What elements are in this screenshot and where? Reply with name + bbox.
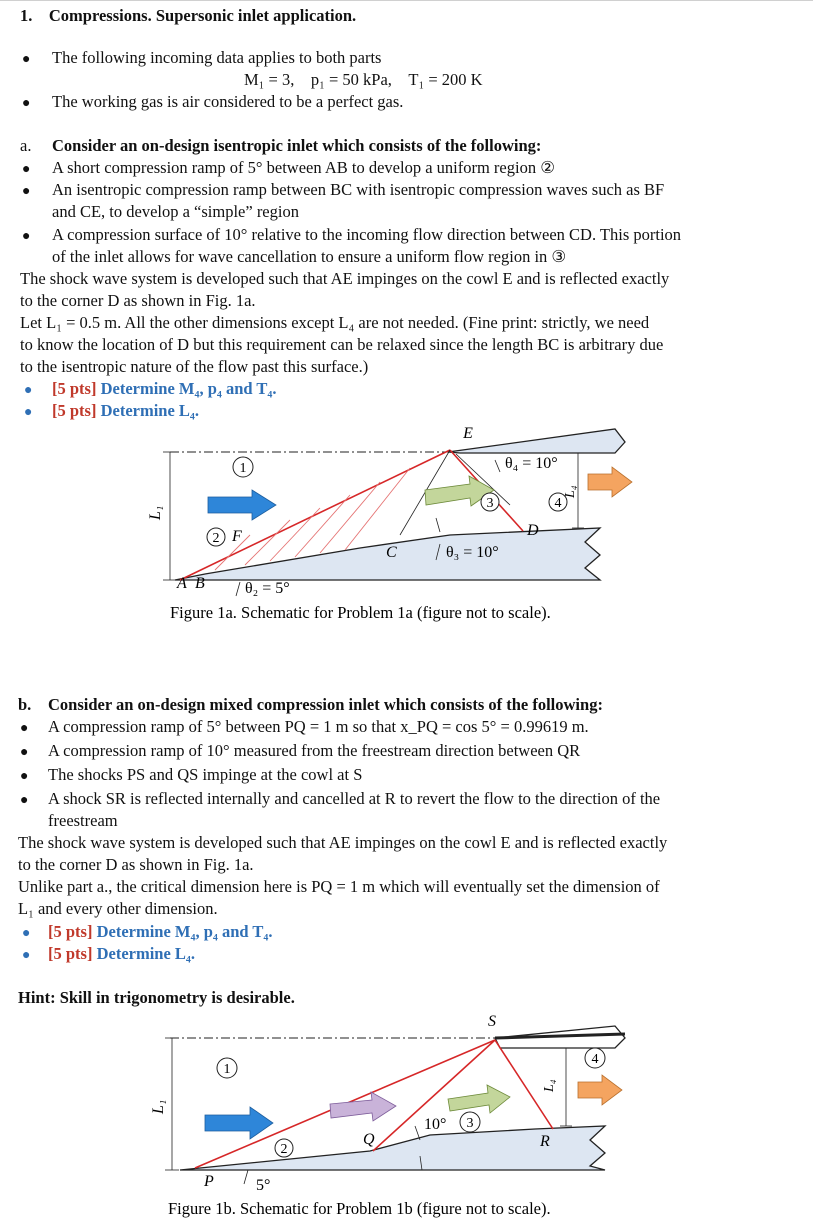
part-a-bullet-2a: An isentropic compression ramp between BC with isentropic compression waves such as BF bbox=[52, 180, 665, 199]
angle-10-label: 10° bbox=[424, 1116, 447, 1133]
bullet-icon: ● bbox=[20, 769, 29, 784]
part-a-para-4: to know the location of D but this requirement can be relaxed since the length BC is arbitrary due bbox=[20, 335, 664, 354]
problem-title: 1. Compressions. Supersonic inlet application. bbox=[20, 6, 357, 25]
freestream-arrow bbox=[208, 490, 276, 520]
part-b-para-3: Unlike part a., the critical dimension here is PQ = 1 m which will eventually set the dimension of bbox=[18, 877, 660, 896]
top-rule bbox=[0, 0, 813, 1]
figure-1b-caption: Figure 1b. Schematic for Problem 1b (figure not to scale). bbox=[168, 1199, 551, 1218]
figure-1b bbox=[0, 1008, 813, 1223]
region-2-label: 2 bbox=[280, 1142, 288, 1157]
part-a-bullet-2b: and CE, to develop a “simple” region bbox=[52, 202, 299, 221]
figure-1a bbox=[0, 420, 813, 625]
angle-5-label: 5° bbox=[256, 1177, 271, 1194]
part-a-para-5: to the isentropic nature of the flow past this surface.) bbox=[20, 357, 369, 376]
intro-line-2: The working gas is air considered to be a perfect gas. bbox=[52, 92, 404, 111]
point-q-label: Q bbox=[363, 1131, 375, 1148]
part-b-para-4: L₁ and every other dimension. bbox=[18, 899, 218, 918]
bullet-icon: ● bbox=[22, 52, 31, 67]
region-4-label: 4 bbox=[591, 1052, 599, 1067]
bullet-icon: ● bbox=[20, 721, 29, 736]
region-2-label: 2 bbox=[212, 531, 220, 546]
point-a-label: A bbox=[177, 575, 187, 592]
part-b-bullet-4a: A shock SR is reflected internally and cancelled at R to revert the flow to the direction of the bbox=[48, 789, 661, 808]
bullet-icon: ● bbox=[22, 926, 31, 941]
region-3-label: 3 bbox=[466, 1116, 474, 1131]
region-4-label: 4 bbox=[554, 496, 562, 511]
part-a-letter: a. bbox=[20, 136, 32, 155]
bullet-icon: ● bbox=[20, 793, 29, 808]
region4-arrow bbox=[588, 467, 632, 497]
part-b-question-2: [5 pts] Determine L₄. bbox=[48, 944, 196, 963]
point-f-label: F bbox=[232, 528, 242, 545]
point-c-label: C bbox=[386, 544, 397, 561]
part-b-heading: Consider an on-design mixed compression inlet which consists of the following: bbox=[48, 695, 603, 714]
bullet-icon: ● bbox=[22, 948, 31, 963]
bullet-icon: ● bbox=[22, 162, 31, 177]
point-p-label: P bbox=[204, 1173, 214, 1190]
part-b-letter: b. bbox=[18, 695, 32, 714]
part-a-bullet-3a: A compression surface of 10° relative to the incoming flow direction between CD. This portion bbox=[52, 225, 682, 244]
bullet-icon: ● bbox=[22, 96, 31, 111]
part-a-heading: Consider an on-design isentropic inlet which consists of the following: bbox=[52, 136, 542, 155]
bullet-icon: ● bbox=[20, 745, 29, 760]
l1-label: L₁ bbox=[150, 1099, 167, 1114]
part-b-para-2: to the corner D as shown in Fig. 1a. bbox=[18, 855, 254, 874]
bullet-icon: ● bbox=[24, 405, 33, 420]
part-a-para-3: Let L₁ = 0.5 m. All the other dimensions except L₄ are not needed. (Fine print: strictly, we need bbox=[20, 313, 650, 332]
point-r-label: R bbox=[540, 1133, 550, 1150]
part-a-question-2: [5 pts] Determine L₄. bbox=[52, 401, 200, 420]
bullet-icon: ● bbox=[24, 383, 33, 398]
intro-line-1: The following incoming data applies to both parts bbox=[52, 48, 382, 67]
l4-label: L₄ bbox=[563, 485, 578, 498]
freestream-arrow bbox=[205, 1107, 273, 1139]
bullet-icon: ● bbox=[22, 184, 31, 199]
theta4-label: θ₄ = 10° bbox=[505, 455, 558, 472]
l1-label: L₁ bbox=[147, 505, 164, 520]
given-data: M₁ = 3, p₁ = 50 kPa, T₁ = 200 K bbox=[244, 70, 483, 89]
part-a-question-1: [5 pts] Determine M₄, p₄ and T₄. bbox=[52, 379, 277, 398]
part-a-bullet-3b: of the inlet allows for wave cancellation to ensure a uniform flow region in ③ bbox=[52, 247, 567, 266]
theta3-label: θ₃ = 10° bbox=[446, 544, 499, 561]
part-b-bullet-1: A compression ramp of 5° between PQ = 1 m so that x_PQ = cos 5° = 0.99619 m. bbox=[48, 717, 589, 736]
region3-arrow bbox=[448, 1085, 510, 1113]
hint-text: Hint: Skill in trigonometry is desirable. bbox=[18, 988, 295, 1007]
point-b-label: B bbox=[195, 575, 205, 592]
part-a-para-1: The shock wave system is developed such that AE impinges on the cowl E and is reflected exactly bbox=[20, 269, 670, 288]
bullet-icon: ● bbox=[22, 229, 31, 244]
cowl bbox=[448, 429, 625, 453]
part-b-bullet-4b: freestream bbox=[48, 811, 118, 830]
part-a-bullet-1: A short compression ramp of 5° between AB to develop a uniform region ② bbox=[52, 158, 556, 177]
theta2-label: θ₂ = 5° bbox=[245, 580, 290, 597]
region-1-label: 1 bbox=[239, 461, 247, 476]
region4-arrow bbox=[578, 1075, 622, 1105]
part-b-para-1: The shock wave system is developed such that AE impinges on the cowl E and is reflected exactly bbox=[18, 833, 668, 852]
part-b-question-1: [5 pts] Determine M₄, p₄ and T₄. bbox=[48, 922, 273, 941]
point-d-label: D bbox=[527, 522, 539, 539]
part-b-bullet-2: A compression ramp of 10° measured from the freestream direction between QR bbox=[48, 741, 581, 760]
part-a-para-2: to the corner D as shown in Fig. 1a. bbox=[20, 291, 256, 310]
part-b-bullet-3: The shocks PS and QS impinge at the cowl at S bbox=[48, 765, 363, 784]
point-s-label: S bbox=[488, 1013, 496, 1030]
point-e-label: E bbox=[463, 425, 473, 442]
figure-1a-caption: Figure 1a. Schematic for Problem 1a (figure not to scale). bbox=[170, 603, 551, 622]
l4-label: L₄ bbox=[542, 1079, 557, 1092]
region-3-label: 3 bbox=[486, 496, 494, 511]
region-1-label: 1 bbox=[223, 1062, 231, 1077]
